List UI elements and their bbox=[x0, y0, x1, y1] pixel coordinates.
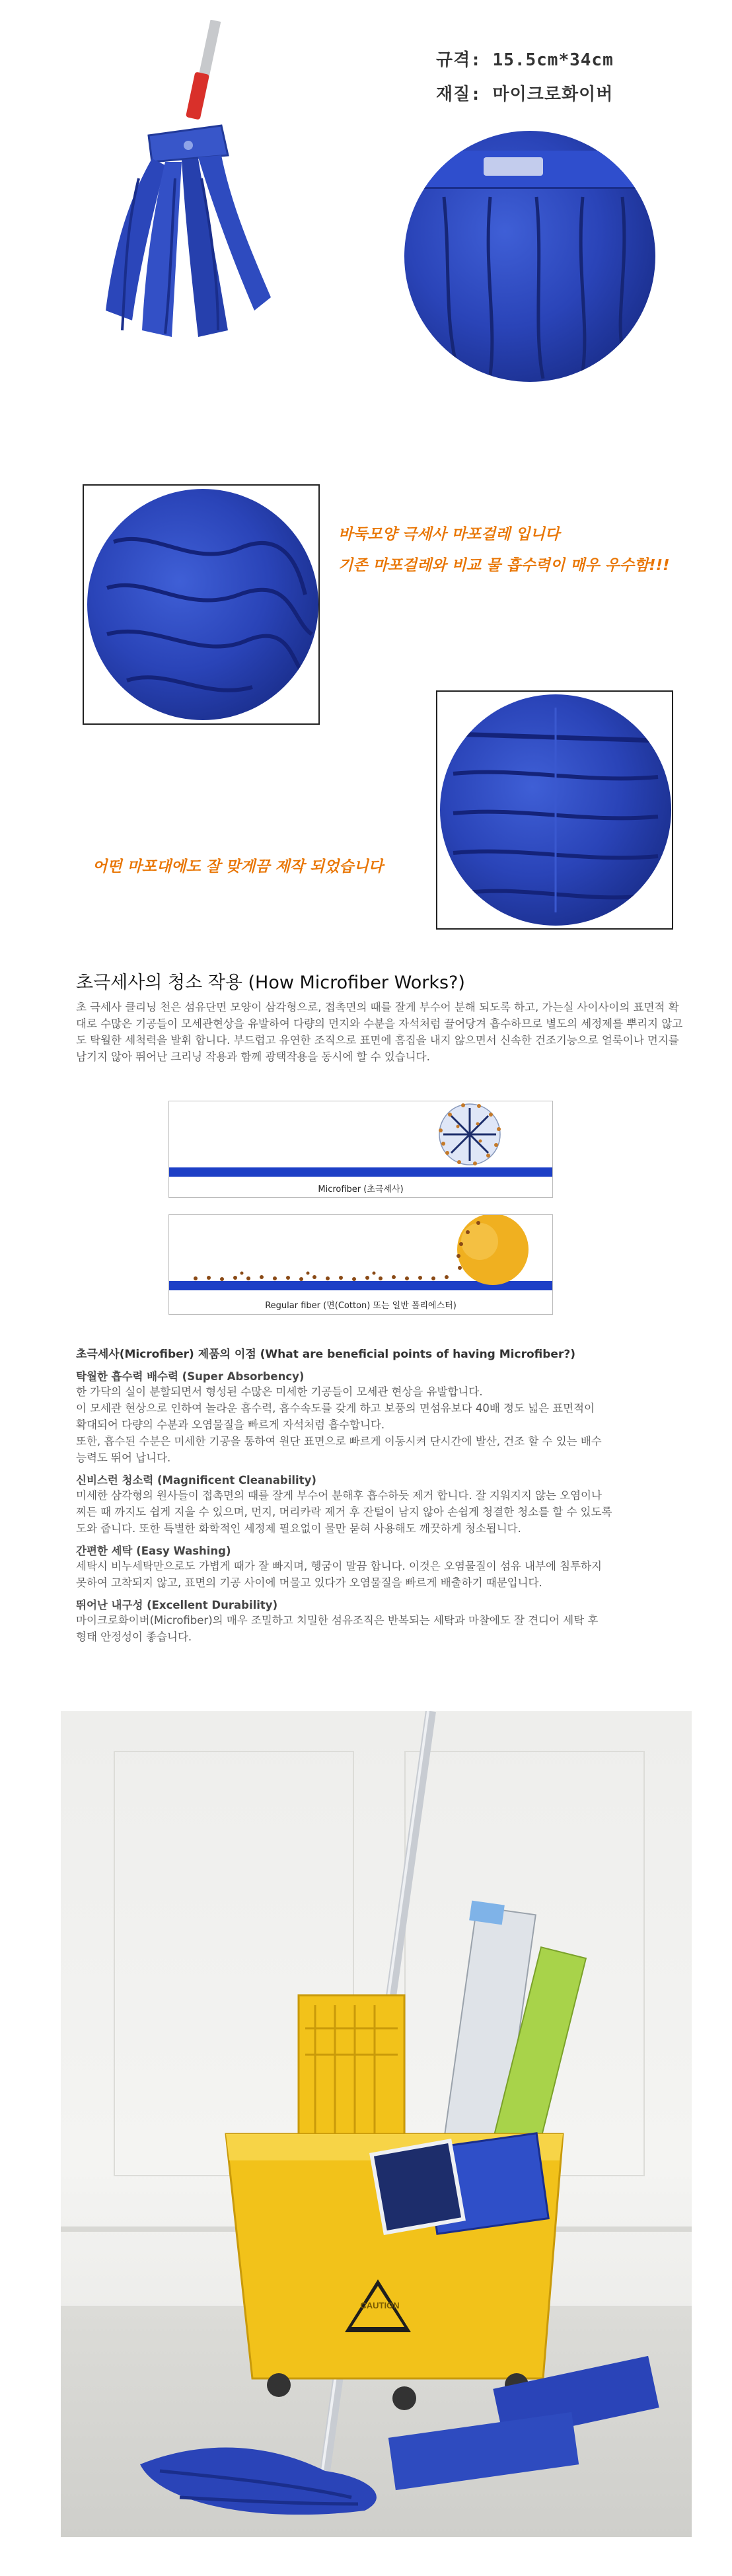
benefits-title: 초극세사(Microfiber) 제품의 이점 (What are beneficial points of having Microfiber?) bbox=[76, 1348, 575, 1361]
texture-lines-1 bbox=[87, 489, 318, 720]
mop-closeup-circle bbox=[404, 131, 655, 382]
benefit-line: 못하여 고착되지 않고, 표면의 기공 사이에 머물고 있다가 오염물질을 빠르게 배출하기 때문입니다. bbox=[76, 1576, 542, 1589]
benefit-line: 형태 안정성이 좋습니다. bbox=[76, 1631, 192, 1643]
bucket-scene-photo bbox=[61, 1711, 692, 2537]
mop-product-image bbox=[86, 20, 277, 363]
regular-fiber-diagram bbox=[168, 1214, 553, 1315]
benefit-heading: 탁월한 흡수력 배수력 (Super Absorbency) bbox=[76, 1370, 305, 1383]
microfiber-section bbox=[76, 968, 684, 1065]
diagram1-label: Microfiber (초극세사) bbox=[318, 1185, 404, 1195]
mop-strand-lines bbox=[404, 131, 655, 382]
benefit-durability bbox=[76, 1596, 690, 1645]
benefit-line: 또한, 흡수된 수분은 미세한 기공을 통하여 원단 표면으로 빠르게 이동시켜 단시간에 발산, 건조 할 수 있는 배수 bbox=[76, 1435, 602, 1448]
benefit-heading: 뛰어난 내구성 (Excellent Durability) bbox=[76, 1599, 278, 1611]
spec-size bbox=[436, 46, 614, 71]
microfiber-title: 초극세사의 청소 작용 (How Microfiber Works?) bbox=[76, 973, 465, 993]
spec-material bbox=[436, 81, 613, 105]
note2-text: 어떤 마포대에도 잘 맞게끔 제작 되었습니다 bbox=[92, 858, 383, 875]
closeup-frame-2 bbox=[436, 690, 673, 930]
texture-lines-2 bbox=[440, 694, 671, 926]
benefit-line: 도와 줍니다. 또한 특별한 화학적인 세정제 필요없이 물만 묻혀 사용해도 깨끗하게 청소됩니다. bbox=[76, 1522, 521, 1535]
mop-illustration bbox=[86, 20, 277, 363]
benefit-line: 마이크로화이버(Microfiber)의 매우 조밀하고 치밀한 섬유조직은 반복되는 세탁과 마찰에도 잘 견디어 세탁 후 bbox=[76, 1614, 599, 1627]
benefit-heading: 신비스런 청소력 (Magnificent Cleanability) bbox=[76, 1474, 316, 1487]
benefit-washing bbox=[76, 1542, 690, 1591]
spec-size-text: 규격: 15.5cm*34cm bbox=[436, 50, 614, 70]
spec-material-text: 재질: 마이크로화이버 bbox=[436, 85, 614, 104]
benefit-line: 찌든 때 까지도 쉽게 지울 수 있으며, 먼지, 머리카락 제거 후 잔털이 남지 않아 손쉽게 청결한 청소를 할 수 있도록 bbox=[76, 1506, 612, 1518]
caution-label bbox=[347, 2300, 413, 2310]
benefit-line: 세탁시 비누세탁만으로도 가볍게 때가 잘 빠지며, 헹굼이 말끔 합니다. 이것은 오염물질이 섬유 내부에 침투하지 bbox=[76, 1560, 602, 1572]
benefit-line: 이 모세관 현상으로 인하여 놀라운 흡수력, 흡수속도를 갖게 하고 보풍의 면섬유보다 40배 정도 넓은 표면적이 bbox=[76, 1402, 595, 1415]
benefits-section bbox=[76, 1344, 690, 1645]
microfiber-intro: 초 극세사 클리닝 천은 섬유단면 모양이 삼각형으로, 접촉면의 때를 잘게 부수어 분해 되도록 하고, 가는실 사이사이의 표면적 확대로 수많은 기공들이 모세관현상을 유발하여 다량의 먼지와 수분을 자석처럼 끌어당겨 흡수하므로 별도의 세정제를 뿌리지 않고도 탁월한 세척력을 발휘 합니다. 부드럽고 유연한 조직으로 표면에 흠집을 내지 않으면서 신속한 건조기능으로 얼룩이나 먼지를 남기지 않아 뛰어난 크리닝 작용과 함께 광택작용을 동시에 할 수 있습니다. bbox=[76, 1001, 683, 1063]
bucket-illustration bbox=[61, 1711, 692, 2537]
note2 bbox=[92, 854, 436, 876]
note1-line1: 바둑모양 극세사 마포걸레 입니다 bbox=[338, 526, 560, 543]
microfiber-diagram bbox=[168, 1101, 553, 1198]
caution-text: CAUTION bbox=[360, 2300, 400, 2310]
note1 bbox=[338, 522, 708, 575]
benefit-heading: 간편한 세탁 (Easy Washing) bbox=[76, 1545, 231, 1557]
benefit-absorbency bbox=[76, 1368, 690, 1466]
benefit-line: 능력도 뛰어 납니다. bbox=[76, 1452, 171, 1464]
benefit-line: 한 가닥의 실이 분할되면서 형성된 수많은 미세한 기공들이 모세관 현상을 유발합니다. bbox=[76, 1385, 483, 1398]
texture-circle-1 bbox=[87, 489, 318, 720]
texture-circle-2 bbox=[440, 694, 671, 926]
benefit-line: 확대되어 다량의 수분과 오염물질을 빠르게 자석처럼 흡수합니다. bbox=[76, 1418, 385, 1431]
note1-line2: 기존 마포걸레와 비교 물 흡수력이 매우 우수함!!! bbox=[338, 557, 670, 574]
benefit-line: 미세한 삼각형의 원사들이 접촉면의 때를 잘게 부수어 분해후 흡수하듯 제거 합니다. 잘 지워지지 않는 오염이나 bbox=[76, 1489, 602, 1502]
closeup-frame-1 bbox=[83, 484, 320, 725]
benefit-cleanability bbox=[76, 1471, 690, 1537]
diagram2-label: Regular fiber (면(Cotton) 또는 일반 폴리에스터) bbox=[265, 1301, 457, 1311]
